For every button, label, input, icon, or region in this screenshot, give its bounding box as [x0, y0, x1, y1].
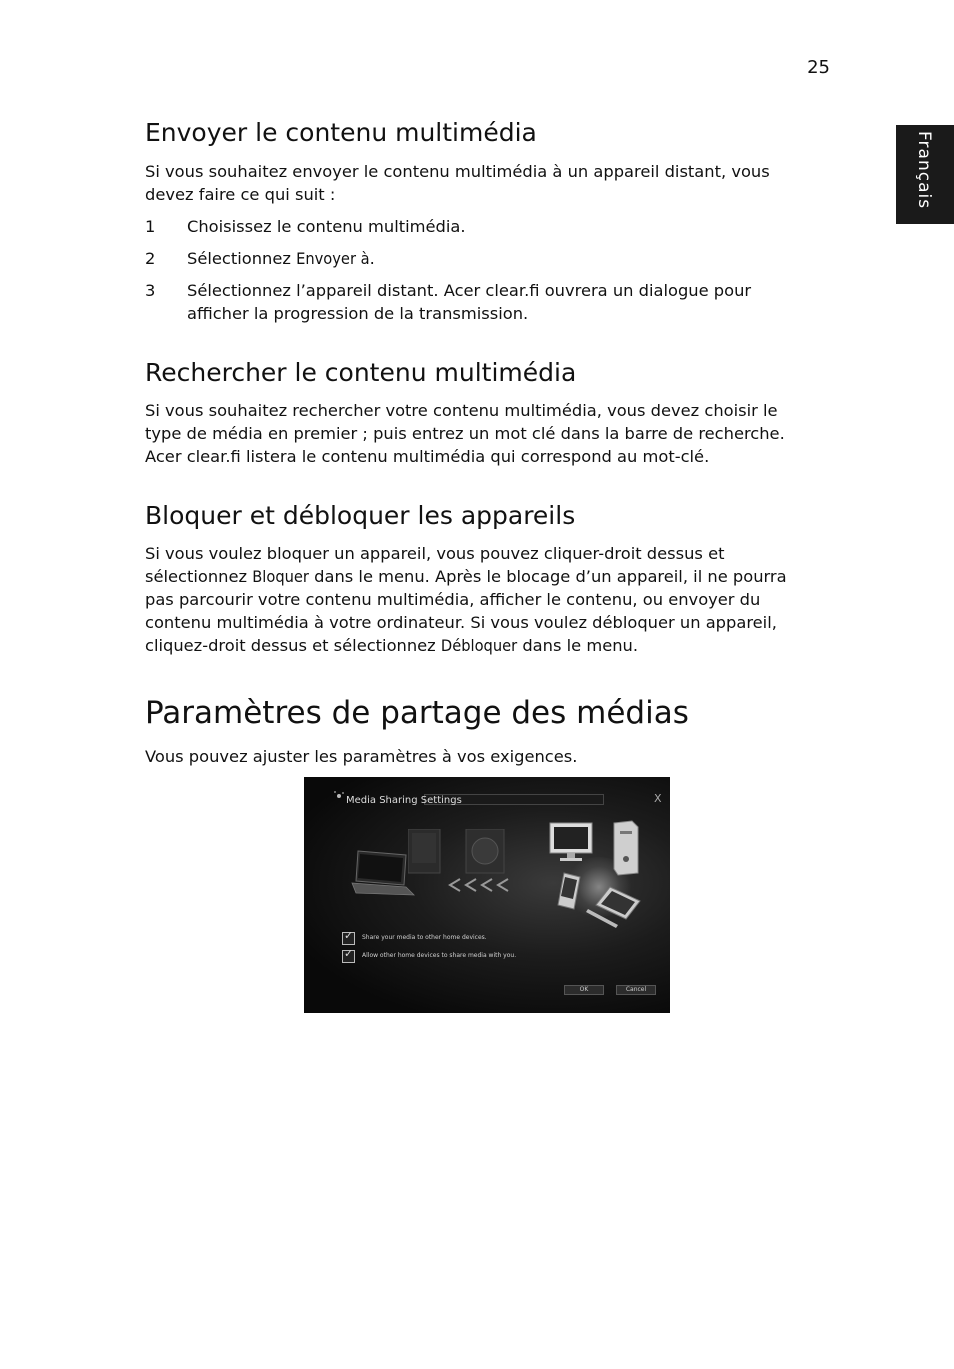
step-text-after: . [369, 249, 375, 268]
close-icon[interactable]: X [654, 792, 662, 805]
share-media-option-label: Share your media to other home devices. [362, 934, 487, 941]
search-line-1: Si vous souhaitez rechercher votre contenu multimédia, vous devez choisir le [145, 401, 778, 420]
monitor-icon [548, 821, 594, 863]
small-laptop-icon [586, 885, 642, 929]
search-line-2: type de média en premier ; puis entrez un mot clé dans la barre de recherche. [145, 424, 785, 443]
language-tab-label: Français [914, 131, 934, 210]
heading-send: Envoyer le contenu multimédia [145, 118, 537, 147]
block-line-2 [145, 565, 835, 588]
step-text [187, 279, 827, 325]
step-number: 1 [145, 217, 156, 236]
step-text-before: Sélectionnez [187, 249, 297, 268]
dialog-logo-icon [332, 789, 346, 803]
ui-term-debloquer: Débloquer [440, 636, 518, 655]
send-intro-line-1: Si vous souhaitez envoyer le contenu multimédia à un appareil distant, vous [145, 162, 770, 181]
heading-block: Bloquer et débloquer les appareils [145, 501, 576, 530]
laptop-icon [346, 849, 416, 899]
allow-share-option-label: Allow other home devices to share media with you. [362, 952, 517, 959]
heading-search: Rechercher le contenu multimédia [145, 358, 577, 387]
desktop-tower-icon [610, 819, 640, 877]
cancel-button[interactable]: Cancel [616, 985, 656, 995]
dialog-title: Media Sharing Settings [346, 795, 462, 806]
block-line-5-after: dans le menu. [517, 636, 639, 655]
block-line-5-before: cliquez-droit dessus et sélectionnez [145, 636, 441, 655]
language-tab [896, 125, 954, 224]
search-line-3: Acer clear.fi listera le contenu multimédia qui correspond au mot-clé. [145, 447, 710, 466]
ui-term-envoyer: Envoyer à [296, 249, 370, 268]
page-number: 25 [807, 57, 830, 78]
block-line-4: contenu multimédia à votre ordinateur. Si vous voulez débloquer un appareil, [145, 613, 777, 632]
phone-icon [556, 871, 584, 911]
ui-term-bloquer: Bloquer [252, 567, 309, 586]
step-line-1: Sélectionnez l’appareil distant. Acer clear.fi ouvrera un dialogue pour [187, 281, 752, 300]
ok-button[interactable]: OK [564, 985, 604, 995]
send-intro-line-2: devez faire ce qui suit : [145, 185, 336, 204]
step-text: Choisissez le contenu multimédia. [187, 217, 466, 236]
step-number: 3 [145, 281, 156, 300]
settings-intro: Vous pouvez ajuster les paramètres à vos exigences. [145, 747, 578, 766]
allow-share-checkbox[interactable] [342, 950, 355, 963]
block-line-3: pas parcourir votre contenu multimédia, afficher le contenu, ou envoyer du [145, 590, 761, 609]
block-line-1: Si vous voulez bloquer un appareil, vous pouvez cliquer-droit dessus et [145, 544, 725, 563]
block-line-2-before: sélectionnez [145, 567, 253, 586]
transfer-arrows [444, 877, 524, 893]
block-line-2-after: dans le menu. Après le blocage d’un appareil, il ne pourra [308, 567, 787, 586]
step-line-2: afficher la progression de la transmission. [187, 304, 529, 323]
block-line-5 [145, 634, 835, 657]
dialog-window [304, 777, 670, 1013]
share-media-checkbox[interactable] [342, 932, 355, 945]
media-sharing-settings-screenshot [304, 777, 670, 1013]
step-text [187, 247, 827, 270]
heading-settings: Paramètres de partage des médias [145, 695, 689, 731]
step-number: 2 [145, 249, 156, 268]
